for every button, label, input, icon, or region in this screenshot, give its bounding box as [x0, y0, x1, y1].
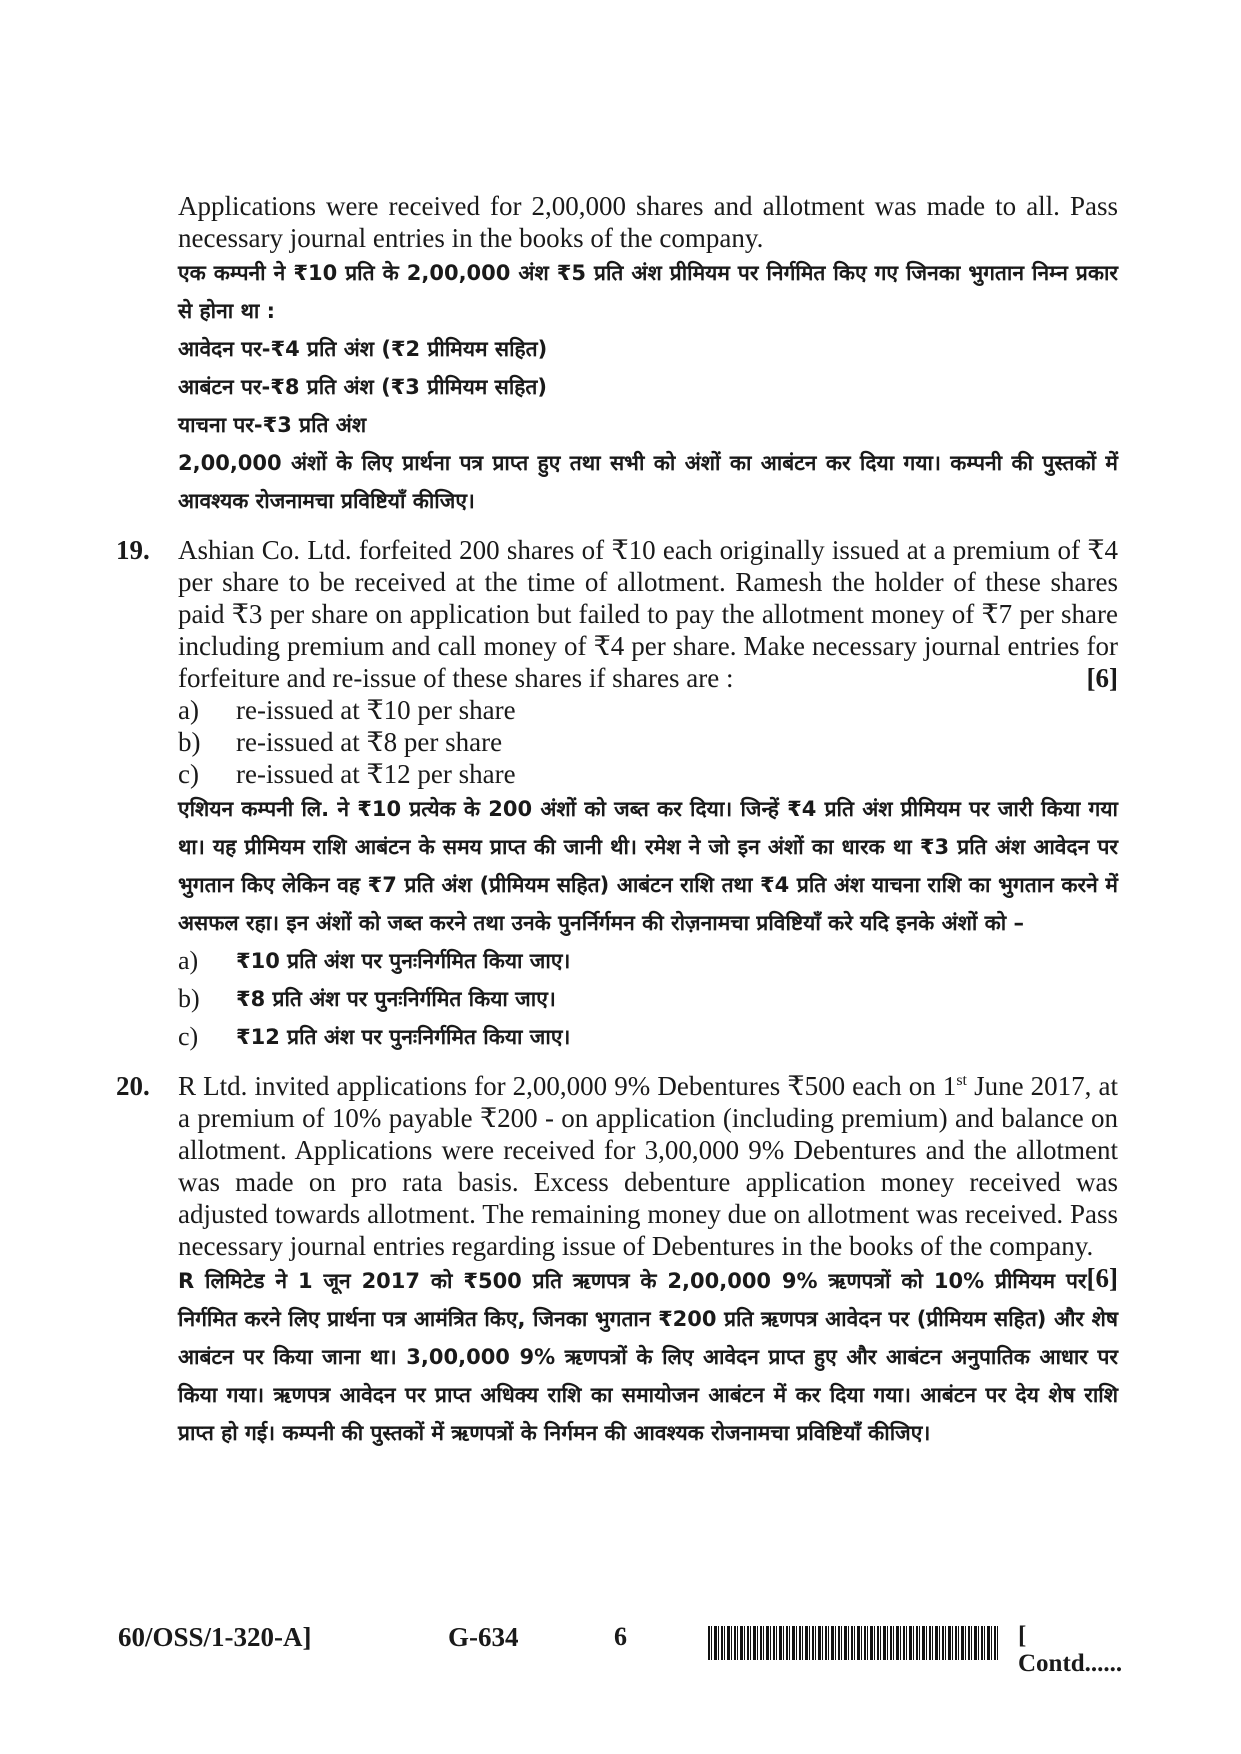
page-number: 6	[614, 1622, 627, 1651]
option-label: a)	[178, 946, 199, 975]
option-text: re-issued at ₹10 per share	[236, 695, 516, 725]
ordinal-suffix: st	[956, 1072, 967, 1089]
option-text: re-issued at ₹8 per share	[236, 727, 503, 757]
question-20-hindi: R लिमिटेड ने 1 जून 2017 को ₹500 प्रति ऋणपत्र के 2,00,000 9% ऋणपत्रों को 10% प्रीमियम पर निर्गमित करने लिए प्रार्थना पत्र आमंत्रित किए, जिनका भुगतान ₹200 प्रति ऋणपत्र आवेदन पर (प्रीमियम सहित) और शेष आबंटन पर किया जाना था। 3,00,000 9% ऋणपत्रों के लिए आवेदन प्राप्त हुए और आबंटन अनुपातिक आधार पर किया गया। ऋणपत्र आवेदन पर प्राप्त अधिक्य राशि का समायोजन आबंटन में कर दिया गया। आबंटन पर देय शेष राशि प्राप्त हो गई। कम्पनी की पुस्तकों में ऋणपत्रों के निर्गमन की आवश्यक रोजनामचा प्रविष्टियाँ कीजिए।	[178, 1269, 1118, 1445]
option-text: ₹8 प्रति अंश पर पुनःनिर्गमित किया जाए।	[236, 987, 556, 1011]
question-19-english	[178, 534, 1118, 694]
intro-hindi-line-2: आवेदन पर-₹4 प्रति अंश (₹2 प्रीमियम सहित)	[178, 337, 548, 361]
intro-hindi-line-1: एक कम्पनी ने ₹10 प्रति के 2,00,000 अंश ₹5 प्रति अंश प्रीमियम पर निर्गमित किए गए जिनका भुगतान निम्न प्रकार से होना था :	[178, 261, 1118, 323]
question-19	[116, 534, 1118, 1056]
continued-label: [ Contd......	[1018, 1622, 1123, 1677]
marks-label: [6]	[1086, 663, 1118, 693]
option-c-hindi	[178, 1018, 1118, 1056]
intro-hindi-line-3: आबंटन पर-₹8 प्रति अंश (₹3 प्रीमियम सहित)	[178, 375, 547, 399]
page-content	[116, 190, 1118, 1452]
option-text: ₹12 प्रति अंश पर पुनःनिर्गमित किया जाए।	[236, 1025, 571, 1049]
option-label: a)	[178, 695, 199, 725]
option-b	[178, 726, 1118, 758]
option-text: re-issued at ₹12 per share	[236, 759, 516, 789]
option-c	[178, 758, 1118, 790]
question-text-part-1: R Ltd. invited applications for 2,00,000 9% Debentures ₹500 each on 1	[178, 1071, 957, 1101]
paper-code: 60/OSS/1-320-A]	[118, 1622, 312, 1652]
question-20-english	[178, 1070, 1118, 1293]
option-a	[178, 694, 1118, 726]
option-b-hindi	[178, 980, 1118, 1018]
marks-label: [6]	[1086, 1263, 1118, 1293]
question-20	[116, 1070, 1118, 1452]
question-text: Ashian Co. Ltd. forfeited 200 shares of ₹10 each originally issued at a premium of ₹4 per share to be received at the time of allotment. Ramesh the holder of these shares paid ₹3 per share on application but failed to pay the allotment money of ₹7 per share including premium and call money of ₹4 per share. Make necessary journal entries for forfeiture and re-issue of these shares if shares are :	[178, 535, 1118, 693]
option-label: c)	[178, 759, 199, 789]
option-text: ₹10 प्रति अंश पर पुनःनिर्गमित किया जाए।	[236, 949, 571, 973]
barcode-icon	[708, 1626, 998, 1660]
intro-hindi-last: 2,00,000 अंशों के लिए प्रार्थना पत्र प्राप्त हुए तथा सभी को अंशों का आबंटन कर दिया गया। कम्पनी की पुस्तकों में आवश्यक रोजनामचा प्रविष्टियाँ कीजिए।	[178, 451, 1118, 513]
question-number: 19.	[116, 535, 150, 565]
intro-english: Applications were received for 2,00,000 shares and allotment was made to all. Pass necessary journal entries in the books of the company.	[178, 191, 1118, 253]
question-number: 20.	[116, 1071, 150, 1101]
option-label: c)	[178, 1022, 199, 1051]
option-label: b)	[178, 984, 200, 1013]
paper-reference: G-634	[448, 1622, 519, 1652]
question-text-part-2: June 2017, at a premium of 10% payable ₹200 - on application (including premium) and balance on allotment. Applications were received for 3,00,000 9% Debentures and the allotment was made on pro rata basis. Excess debenture application money received was adjusted towards allotment. The remaining money due on allotment was received. Pass necessary journal entries regarding issue of Debentures in the books of the company.	[178, 1071, 1118, 1261]
option-label: b)	[178, 727, 201, 757]
question-19-hindi: एशियन कम्पनी लि. ने ₹10 प्रत्येक के 200 अंशों को जब्त कर दिया। जिन्हें ₹4 प्रति अंश प्रीमियम पर जारी किया गया था। यह प्रीमियम राशि आबंटन के समय प्राप्त की जानी थी। रमेश ने जो इन अंशों का धारक था ₹3 प्रति अंश आवेदन पर भुगतान किए लेकिन वह ₹7 प्रति अंश (प्रीमियम सहित) आबंटन राशि तथा ₹4 प्रति अंश याचना राशि का भुगतान करने में असफल रहा। इन अंशों को जब्त करने तथा उनके पुनर्निर्गमन की रोज़नामचा प्रविष्टियाँ करे यदि इनके अंशों को –	[178, 797, 1118, 935]
intro-hindi-line-4: याचना पर-₹3 प्रति अंश	[178, 413, 367, 437]
page-footer	[118, 1622, 1128, 1677]
option-a-hindi	[178, 942, 1118, 980]
